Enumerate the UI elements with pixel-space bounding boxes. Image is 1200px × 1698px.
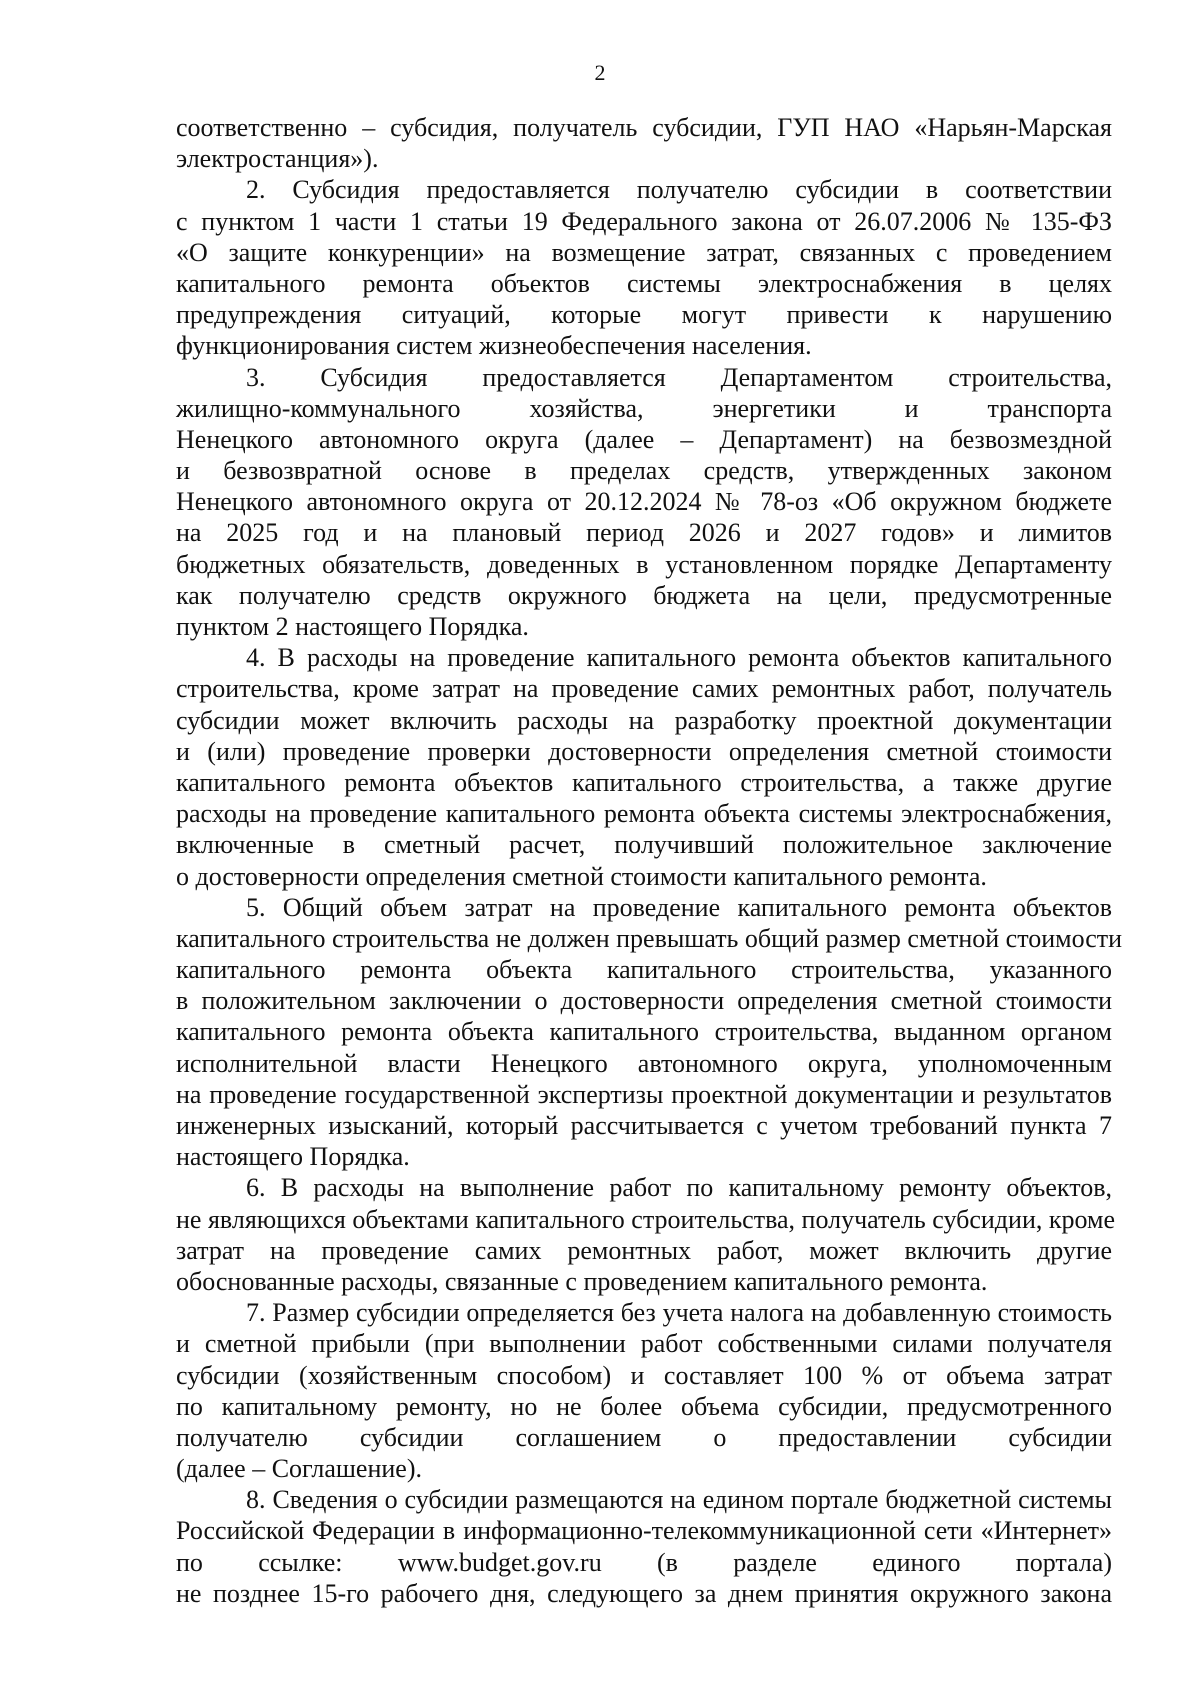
text-line: капитального ремонта объекта капитального строительства, указанного <box>176 955 1112 985</box>
text-line: субсидии (хозяйственным способом) и составляет 100 % от объема затрат <box>176 1360 1112 1390</box>
text-line: инженерных изысканий, который рассчитывается с учетом требований пункта 7 <box>176 1111 1112 1140</box>
text-line: предупреждения ситуаций, которые могут привести к нарушению <box>176 300 1112 330</box>
text-line: Ненецкого автономного округа от 20.12.2024 № 78-оз «Об окружном бюджете <box>176 487 1112 517</box>
text-line: не являющихся объектами капитального строительства, получатель субсидии, кроме <box>176 1204 1115 1234</box>
page-number: 2 <box>594 60 606 85</box>
text-line: пунктом 2 настоящего Порядка. <box>176 612 529 641</box>
text-line: затрат на проведение самих ремонтных работ, может включить другие <box>176 1235 1112 1265</box>
paragraph <box>176 892 1123 1173</box>
document-body <box>176 112 1123 1609</box>
text-line: настоящего Порядка. <box>176 1142 410 1172</box>
text-line: и (или) проведение проверки достоверности определения сметной стоимости <box>176 736 1112 766</box>
text-line: субсидии может включить расходы на разработку проектной документации <box>176 705 1112 735</box>
paragraph <box>176 112 1112 174</box>
text-line: по ссылке: www.budget.gov.ru (в разделе единого портала) <box>176 1547 1112 1577</box>
text-line: капитального строительства не должен превышать общий размер сметной стоимости <box>176 923 1123 953</box>
text-line: 4. В расходы на проведение капитального ремонта объектов капитального <box>246 643 1112 673</box>
text-line: о достоверности определения сметной стоимости капитального ремонта. <box>176 861 987 891</box>
text-line: и сметной прибыли (при выполнении работ собственными силами получателя <box>176 1329 1112 1359</box>
text-line: с пунктом 1 части 1 статьи 19 Федерального закона от 26.07.2006 № 135-ФЗ <box>176 206 1112 236</box>
text-line: исполнительной власти Ненецкого автономного округа, уполномоченным <box>176 1048 1112 1078</box>
paragraph <box>176 174 1112 361</box>
text-line: 8. Сведения о субсидии размещаются на едином портале бюджетной системы <box>246 1485 1112 1515</box>
text-line: капитального ремонта объектов системы электроснабжения в целях <box>176 268 1112 298</box>
text-line: обоснованные расходы, связанные с проведением капитального ремонта. <box>176 1266 988 1296</box>
text-line: и безвозвратной основе в пределах средств, утвержденных законом <box>176 456 1112 486</box>
paragraph <box>176 1297 1112 1484</box>
paragraph <box>176 1484 1112 1609</box>
text-line: не позднее 15-го рабочего дня, следующего за днем принятия окружного закона <box>176 1578 1112 1608</box>
text-line: бюджетных обязательств, доведенных в установленном порядке Департаменту <box>176 549 1112 579</box>
text-line: как получателю средств окружного бюджета на цели, предусмотренные <box>176 580 1112 610</box>
text-line: строительства, кроме затрат на проведение самих ремонтных работ, получатель <box>176 674 1112 704</box>
text-line: 3. Субсидия предоставляется Департаментом строительства, <box>246 362 1112 392</box>
text-line: соответственно – субсидия, получатель субсидии, ГУП НАО «Нарьян-Марская <box>176 113 1112 142</box>
text-line: получателю субсидии соглашением о предоставлении субсидии <box>176 1422 1112 1452</box>
paragraph <box>176 362 1112 643</box>
text-line: Российской Федерации в информационно-телекоммуникационной сети «Интернет» <box>176 1516 1112 1546</box>
text-line: «О защите конкуренции» на возмещение затрат, связанных с проведением <box>176 237 1112 267</box>
text-line: капитального ремонта объекта капитального строительства, выданном органом <box>176 1017 1112 1047</box>
text-line: электростанция»). <box>176 144 379 174</box>
text-line: 5. Общий объем затрат на проведение капитального ремонта объектов <box>246 892 1112 922</box>
text-line: на 2025 год и на плановый период 2026 и 2027 годов» и лимитов <box>176 518 1112 548</box>
text-line: в положительном заключении о достоверности определения сметной стоимости <box>176 986 1112 1016</box>
text-line: Ненецкого автономного округа (далее – Департамент) на безвозмездной <box>176 424 1112 454</box>
text-line: по капитальному ремонту, но не более объема субсидии, предусмотренного <box>176 1391 1112 1421</box>
text-line: капитального ремонта объектов капитального строительства, а также другие <box>176 767 1112 797</box>
text-line: включенные в сметный расчет, получивший положительное заключение <box>176 830 1112 860</box>
text-line: расходы на проведение капитального ремонта объекта системы электроснабжения, <box>176 799 1112 829</box>
text-line: (далее – Соглашение). <box>176 1454 422 1484</box>
text-line: 7. Размер субсидии определяется без учета налога на добавленную стоимость <box>246 1298 1112 1328</box>
text-line: 6. В расходы на выполнение работ по капитальному ремонту объектов, <box>246 1173 1112 1203</box>
text-line: жилищно-коммунального хозяйства, энергетики и транспорта <box>176 393 1112 423</box>
paragraph <box>176 1172 1115 1297</box>
paragraph <box>176 642 1112 892</box>
text-line: на проведение государственной экспертизы проектной документации и результатов <box>176 1079 1112 1109</box>
text-line: функционирования систем жизнеобеспечения населения. <box>176 331 812 361</box>
text-line: 2. Субсидия предоставляется получателю субсидии в соответствии <box>246 175 1112 205</box>
